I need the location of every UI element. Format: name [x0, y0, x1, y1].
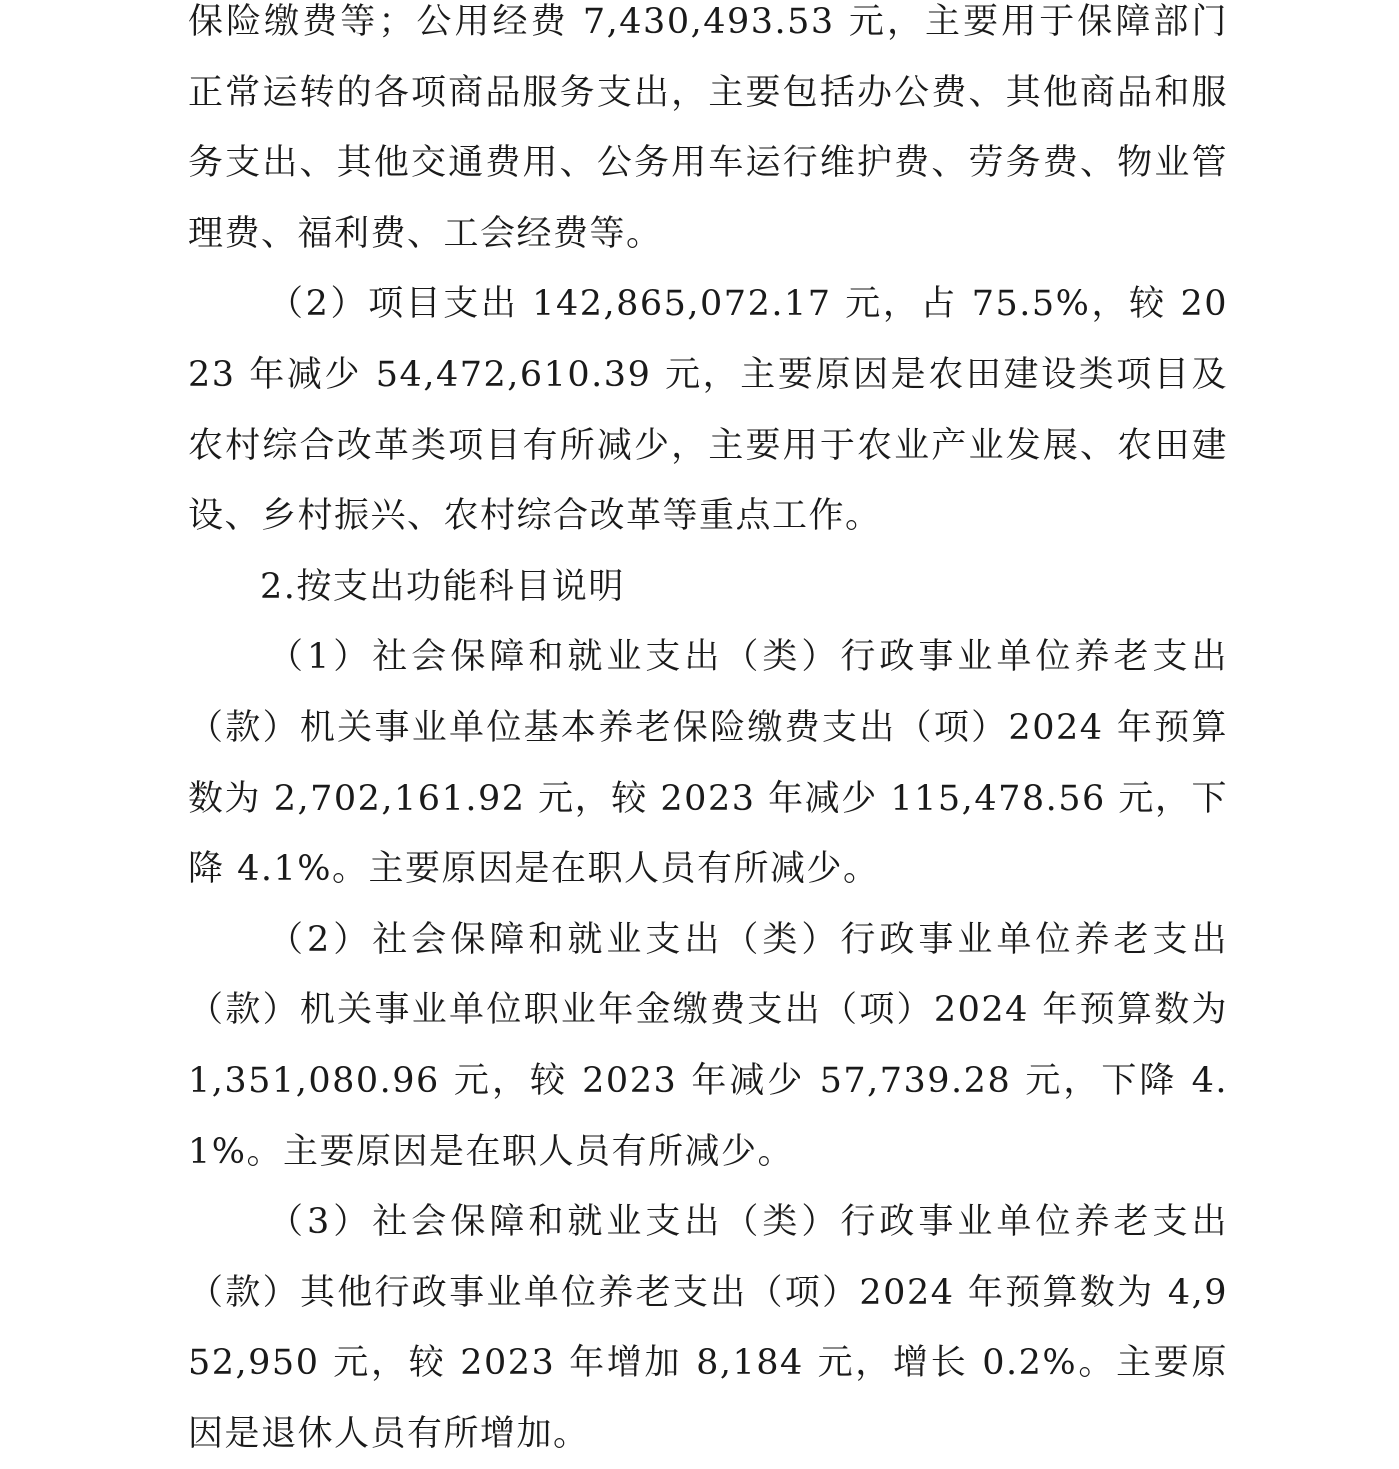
paragraph-project-expenditure: （2）项目支出 142,865,072.17 元，占 75.5%，较 2023 年减少 54,472,610.39 元，主要原因是农田建设类项目及农村综合改革类项目有所减少，主要用于农业产业发展、农田建设、乡村振兴、农村综合改革等重点工作。 — [188, 284, 1228, 537]
document-page — [188, 0, 1228, 1469]
section-heading-functional-classification: 2.按支出功能科目说明 — [260, 566, 625, 607]
paragraph-occupational-annuity: （2）社会保障和就业支出（类）行政事业单位养老支出（款）机关事业单位职业年金缴费支出（项）2024 年预算数为 1,351,080.96 元，较 2023 年减少 57,739.28 元，下降 4.1%。主要原因是在职人员有所减少。 — [188, 919, 1228, 1172]
paragraph-other-pension-expenditure: （3）社会保障和就业支出（类）行政事业单位养老支出（款）其他行政事业单位养老支出（项）2024 年预算数为 4,952,950 元，较 2023 年增加 8,184 元，增长 0.2%。主要原因是退休人员有所增加。 — [188, 1202, 1228, 1454]
paragraph-basic-pension-insurance: （1）社会保障和就业支出（类）行政事业单位养老支出（款）机关事业单位基本养老保险缴费支出（项）2024 年预算数为 2,702,161.92 元，较 2023 年减少 115,478.56 元，下降 4.1%。主要原因是在职人员有所减少。 — [188, 637, 1228, 890]
paragraph-public-expenses: 保险缴费等；公用经费 7,430,493.53 元，主要用于保障部门正常运转的各项商品服务支出，主要包括办公费、其他商品和服务支出、其他交通费用、公务用车运行维护费、劳务费、物业管理费、福利费、工会经费等。 — [188, 2, 1228, 254]
